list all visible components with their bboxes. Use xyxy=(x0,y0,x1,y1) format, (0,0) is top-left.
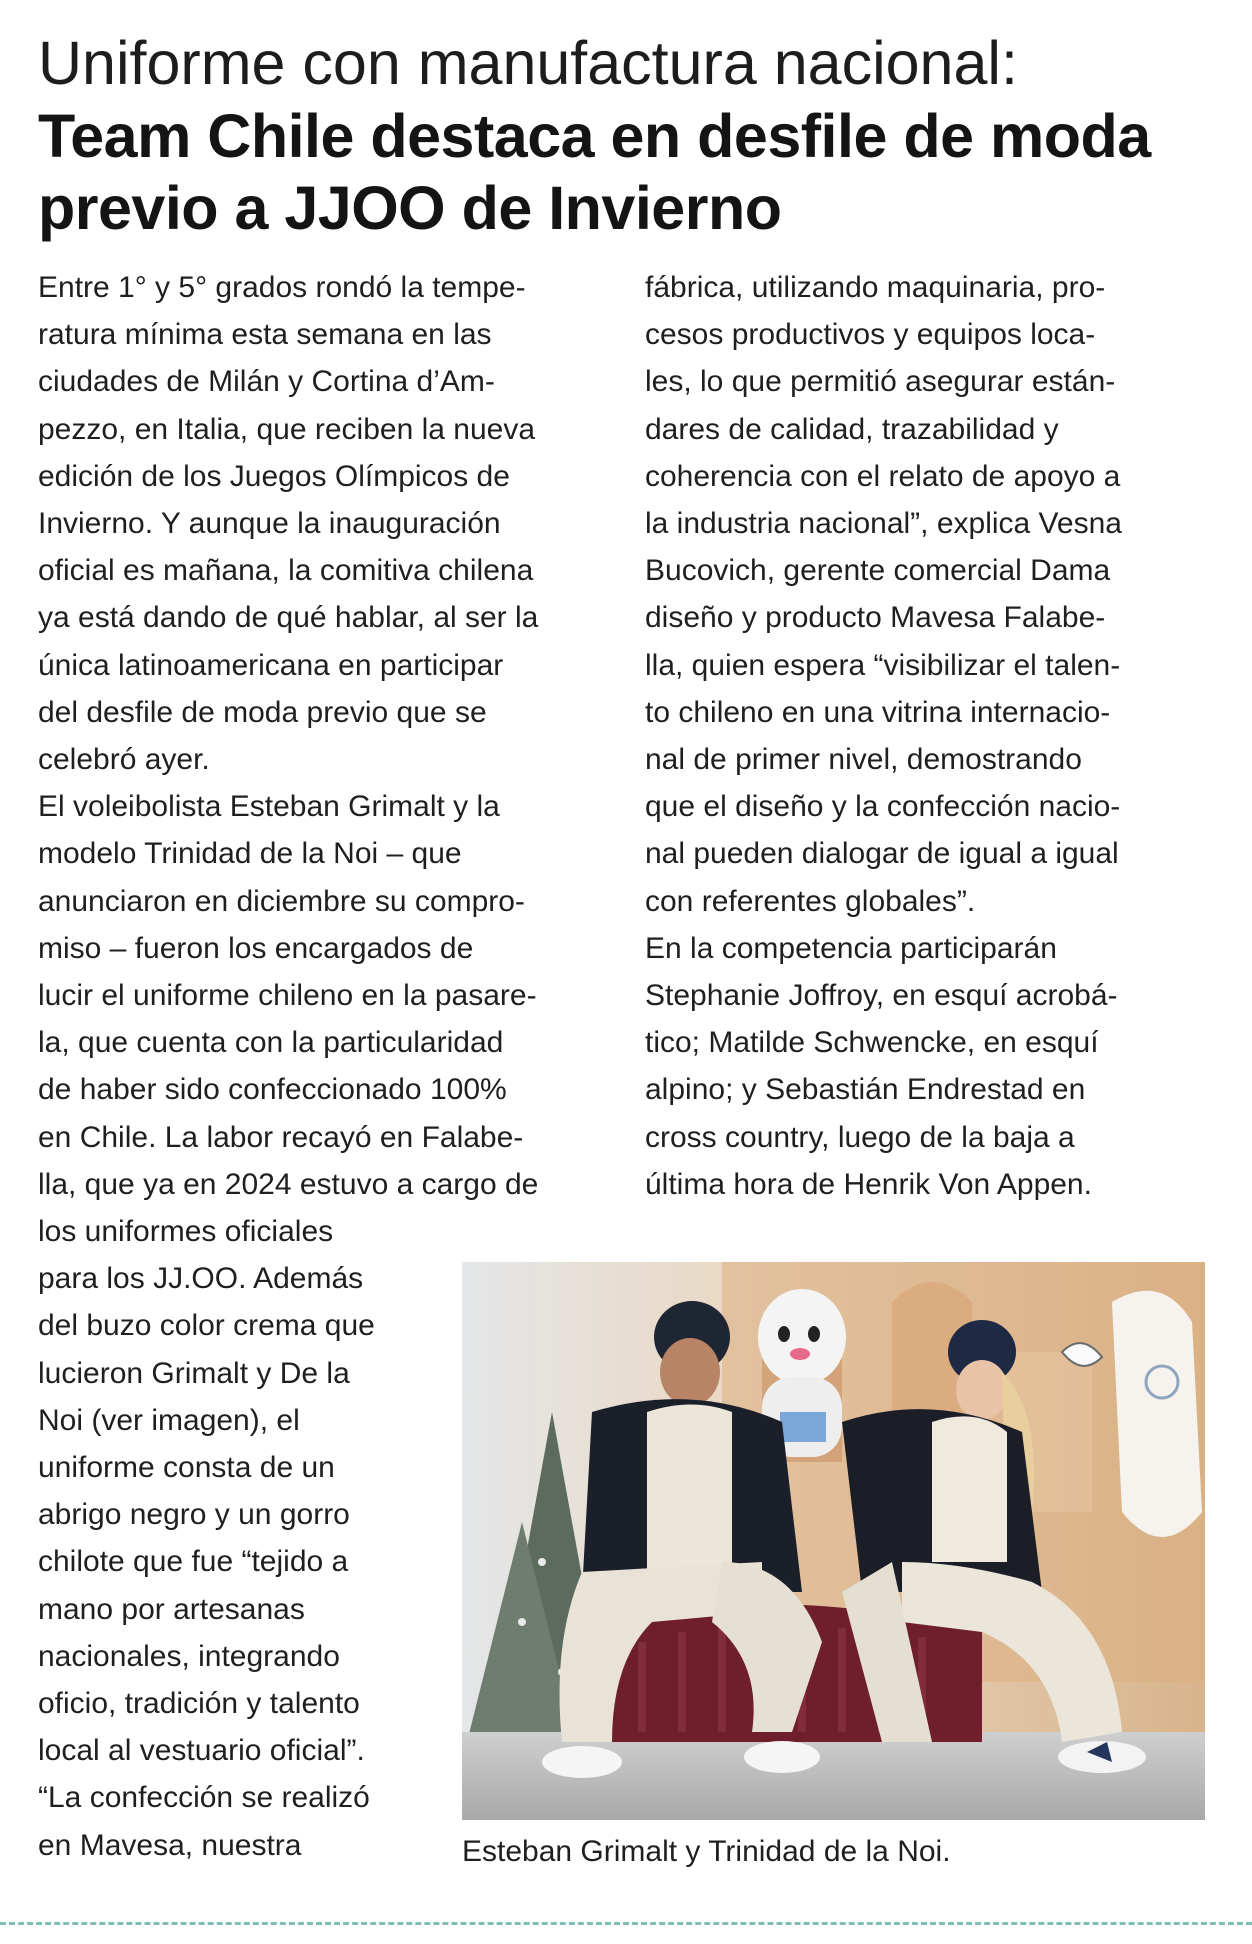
body-text-line: nacionales, integrando xyxy=(38,1639,340,1673)
body-text-line: local al vestuario oficial”. xyxy=(38,1734,365,1768)
body-text-line: El voleibolista Esteban Grimalt y la xyxy=(38,790,500,824)
body-text-line: miso – fueron los encargados de xyxy=(38,931,474,965)
bottom-divider xyxy=(0,1922,1252,1925)
body-text-line: diseño y producto Mavesa Falabe- xyxy=(645,601,1106,635)
body-text-line: la, que cuenta con la particularidad xyxy=(38,1026,504,1060)
body-text-line: Invierno. Y aunque la inauguración xyxy=(38,507,501,540)
body-text-line: mano por artesanas xyxy=(38,1592,305,1626)
article-photo xyxy=(462,1262,1205,1820)
body-text-line: coherencia con el relato de apoyo a xyxy=(645,459,1121,493)
body-text-line: cross country, luego de la baja a xyxy=(645,1120,1075,1154)
body-text-line: Entre 1° y 5° grados rondó la tempe- xyxy=(38,271,526,304)
body-text-line: lla, quien espera “visibilizar el talen- xyxy=(645,648,1121,682)
body-text-line: para los JJ.OO. Además xyxy=(38,1262,364,1296)
body-text-line: uniforme consta de un xyxy=(38,1451,335,1484)
body-text-line: Stephanie Joffroy, en esquí acrobá- xyxy=(645,979,1118,1012)
body-text-line: to chileno en una vitrina internacio- xyxy=(645,695,1111,729)
body-text-line: con referentes globales”. xyxy=(645,884,976,918)
article-headline xyxy=(38,100,1151,244)
body-text-line: única latinoamericana en participar xyxy=(38,648,504,682)
body-text-line: abrigo negro y un gorro xyxy=(38,1498,350,1532)
article-kicker: Uniforme con manufactura nacional: xyxy=(38,29,1018,97)
body-text-line: cesos productivos y equipos loca- xyxy=(645,318,1096,352)
body-text-line: nal de primer nivel, demostrando xyxy=(645,743,1082,776)
body-text-line: oficio, tradición y talento xyxy=(38,1687,360,1720)
headline-line: Team Chile destaca en desfile de moda xyxy=(38,102,1151,170)
body-text-line: en Chile. La labor recayó en Falabe- xyxy=(38,1120,524,1154)
body-text-line: última hora de Henrik Von Appen. xyxy=(645,1167,1092,1201)
body-text-line: tico; Matilde Schwencke, en esquí xyxy=(645,1026,1099,1060)
body-text-line: Noi (ver imagen), el xyxy=(38,1403,300,1437)
body-text-line: dares de calidad, trazabilidad y xyxy=(645,412,1059,446)
body-text-line: nal pueden dialogar de igual a igual xyxy=(645,837,1119,871)
body-text-line: la industria nacional”, explica Vesna xyxy=(645,507,1122,540)
body-text-line: pezzo, en Italia, que reciben la nueva xyxy=(38,412,536,446)
body-text-line: ya está dando de qué hablar, al ser la xyxy=(38,601,539,635)
body-text-line: En la competencia participarán xyxy=(645,931,1057,965)
body-text-line: en Mavesa, nuestra xyxy=(38,1828,302,1862)
body-text-line: del desfile de moda previo que se xyxy=(38,695,487,729)
photo-caption: Esteban Grimalt y Trinidad de la Noi. xyxy=(462,1835,951,1868)
body-text-line: anunciaron en diciembre su compro- xyxy=(38,884,525,918)
body-text-line: ciudades de Milán y Cortina d’Am- xyxy=(38,365,495,399)
body-text-line: los uniformes oficiales xyxy=(38,1215,334,1248)
body-text-line: alpino; y Sebastián Endrestad en xyxy=(645,1073,1086,1107)
body-text-line: “La confección se realizó xyxy=(38,1781,370,1815)
body-text-line: lucir el uniforme chileno en la pasare- xyxy=(38,979,537,1012)
body-text-line: modelo Trinidad de la Noi – que xyxy=(38,837,462,871)
headline-line: previo a JJOO de Invierno xyxy=(38,174,782,242)
body-text-line: les, lo que permitió asegurar están- xyxy=(645,365,1116,399)
body-text-line: oficial es mañana, la comitiva chilena xyxy=(38,554,534,588)
body-text-line: chilote que fue “tejido a xyxy=(38,1545,349,1579)
body-text-line: lla, que ya en 2024 estuvo a cargo de xyxy=(38,1167,539,1201)
body-text-line: edición de los Juegos Olímpicos de xyxy=(38,459,510,493)
body-text-line: que el diseño y la confección nacio- xyxy=(645,790,1121,824)
body-text-line: celebró ayer. xyxy=(38,743,210,776)
body-text-line: del buzo color crema que xyxy=(38,1309,375,1343)
body-text-line: ratura mínima esta semana en las xyxy=(38,318,492,352)
body-text-line: Bucovich, gerente comercial Dama xyxy=(645,554,1111,588)
body-text-line: de haber sido confeccionado 100% xyxy=(38,1073,507,1107)
body-text-line: fábrica, utilizando maquinaria, pro- xyxy=(645,271,1106,304)
body-text-line: lucieron Grimalt y De la xyxy=(38,1356,350,1390)
